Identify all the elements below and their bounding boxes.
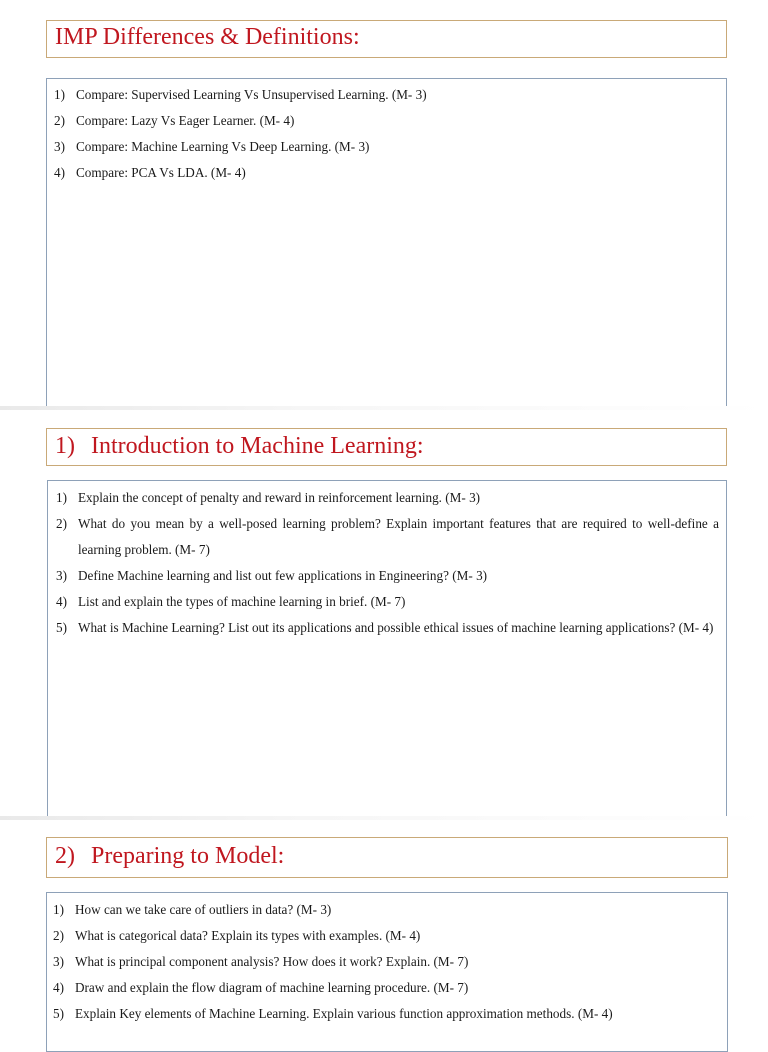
question-text: Compare: Machine Learning Vs Deep Learning. (M- 3) (76, 139, 370, 154)
question-number: 2) (54, 113, 65, 128)
question-item (56, 563, 719, 589)
question-text: Define Machine learning and list out few applications in Engineering? (M- 3) (78, 568, 488, 583)
question-text: Explain Key elements of Machine Learning. Explain various function approximation methods. (M- 4) (75, 1006, 613, 1021)
question-item (53, 923, 721, 949)
question-text: List and explain the types of machine learning in brief. (M- 7) (78, 594, 406, 609)
question-number: 3) (56, 568, 67, 583)
question-text: What is principal component analysis? How does it work? Explain. (M- 7) (75, 954, 469, 969)
question-text: How can we take care of outliers in data? (M- 3) (75, 902, 332, 917)
section-title-box (46, 837, 728, 878)
question-number: 5) (56, 620, 67, 635)
question-number: 3) (53, 954, 64, 969)
question-item (54, 134, 718, 160)
question-item (54, 108, 718, 134)
question-list (53, 897, 721, 1027)
section-title (55, 843, 284, 870)
section-number: 2) (55, 843, 75, 869)
section-title-text: Preparing to Model: (91, 843, 285, 869)
question-box (46, 78, 727, 418)
question-item (53, 897, 721, 923)
question-list (56, 485, 719, 641)
question-text: What is categorical data? Explain its types with examples. (M- 4) (75, 928, 421, 943)
section-title-box (46, 20, 727, 58)
question-number: 2) (53, 928, 64, 943)
question-text: Draw and explain the flow diagram of machine learning procedure. (M- 7) (75, 980, 469, 995)
page-2 (0, 410, 768, 816)
question-number: 1) (56, 490, 67, 505)
page-3 (0, 820, 768, 1024)
question-item (56, 615, 719, 641)
question-item (54, 82, 718, 108)
question-list (54, 82, 718, 186)
section-title (55, 433, 424, 460)
question-number: 4) (56, 594, 67, 609)
question-item (53, 975, 721, 1001)
question-text: Compare: Lazy Vs Eager Learner. (M- 4) (76, 113, 295, 128)
question-number: 3) (54, 139, 65, 154)
question-number: 4) (53, 980, 64, 995)
question-text: Compare: PCA Vs LDA. (M- 4) (76, 165, 246, 180)
question-text: What is Machine Learning? List out its applications and possible ethical issues of machine learning applications? (M- 4) (78, 620, 714, 635)
question-text: What do you mean by a well-posed learning problem? Explain important features that are required to well-define a learning problem. (M- 7) (78, 516, 719, 557)
question-item (56, 511, 719, 563)
question-number: 4) (54, 165, 65, 180)
question-number: 1) (54, 87, 65, 102)
question-box (47, 480, 727, 826)
question-text: Explain the concept of penalty and reward in reinforcement learning. (M- 3) (78, 490, 481, 505)
question-box (46, 892, 728, 1052)
question-number: 5) (53, 1006, 64, 1021)
question-item (53, 949, 721, 975)
section-number: 1) (55, 433, 75, 459)
section-title-text: Introduction to Machine Learning: (91, 433, 424, 459)
question-number: 1) (53, 902, 64, 917)
question-item (54, 160, 718, 186)
section-title-box (46, 428, 727, 466)
question-text: Compare: Supervised Learning Vs Unsupervised Learning. (M- 3) (76, 87, 427, 102)
section-title: IMP Differences & Definitions: (55, 24, 360, 50)
question-item (53, 1001, 721, 1027)
question-item (56, 589, 719, 615)
page-1 (0, 0, 768, 406)
question-item (56, 485, 719, 511)
question-number: 2) (56, 516, 67, 531)
